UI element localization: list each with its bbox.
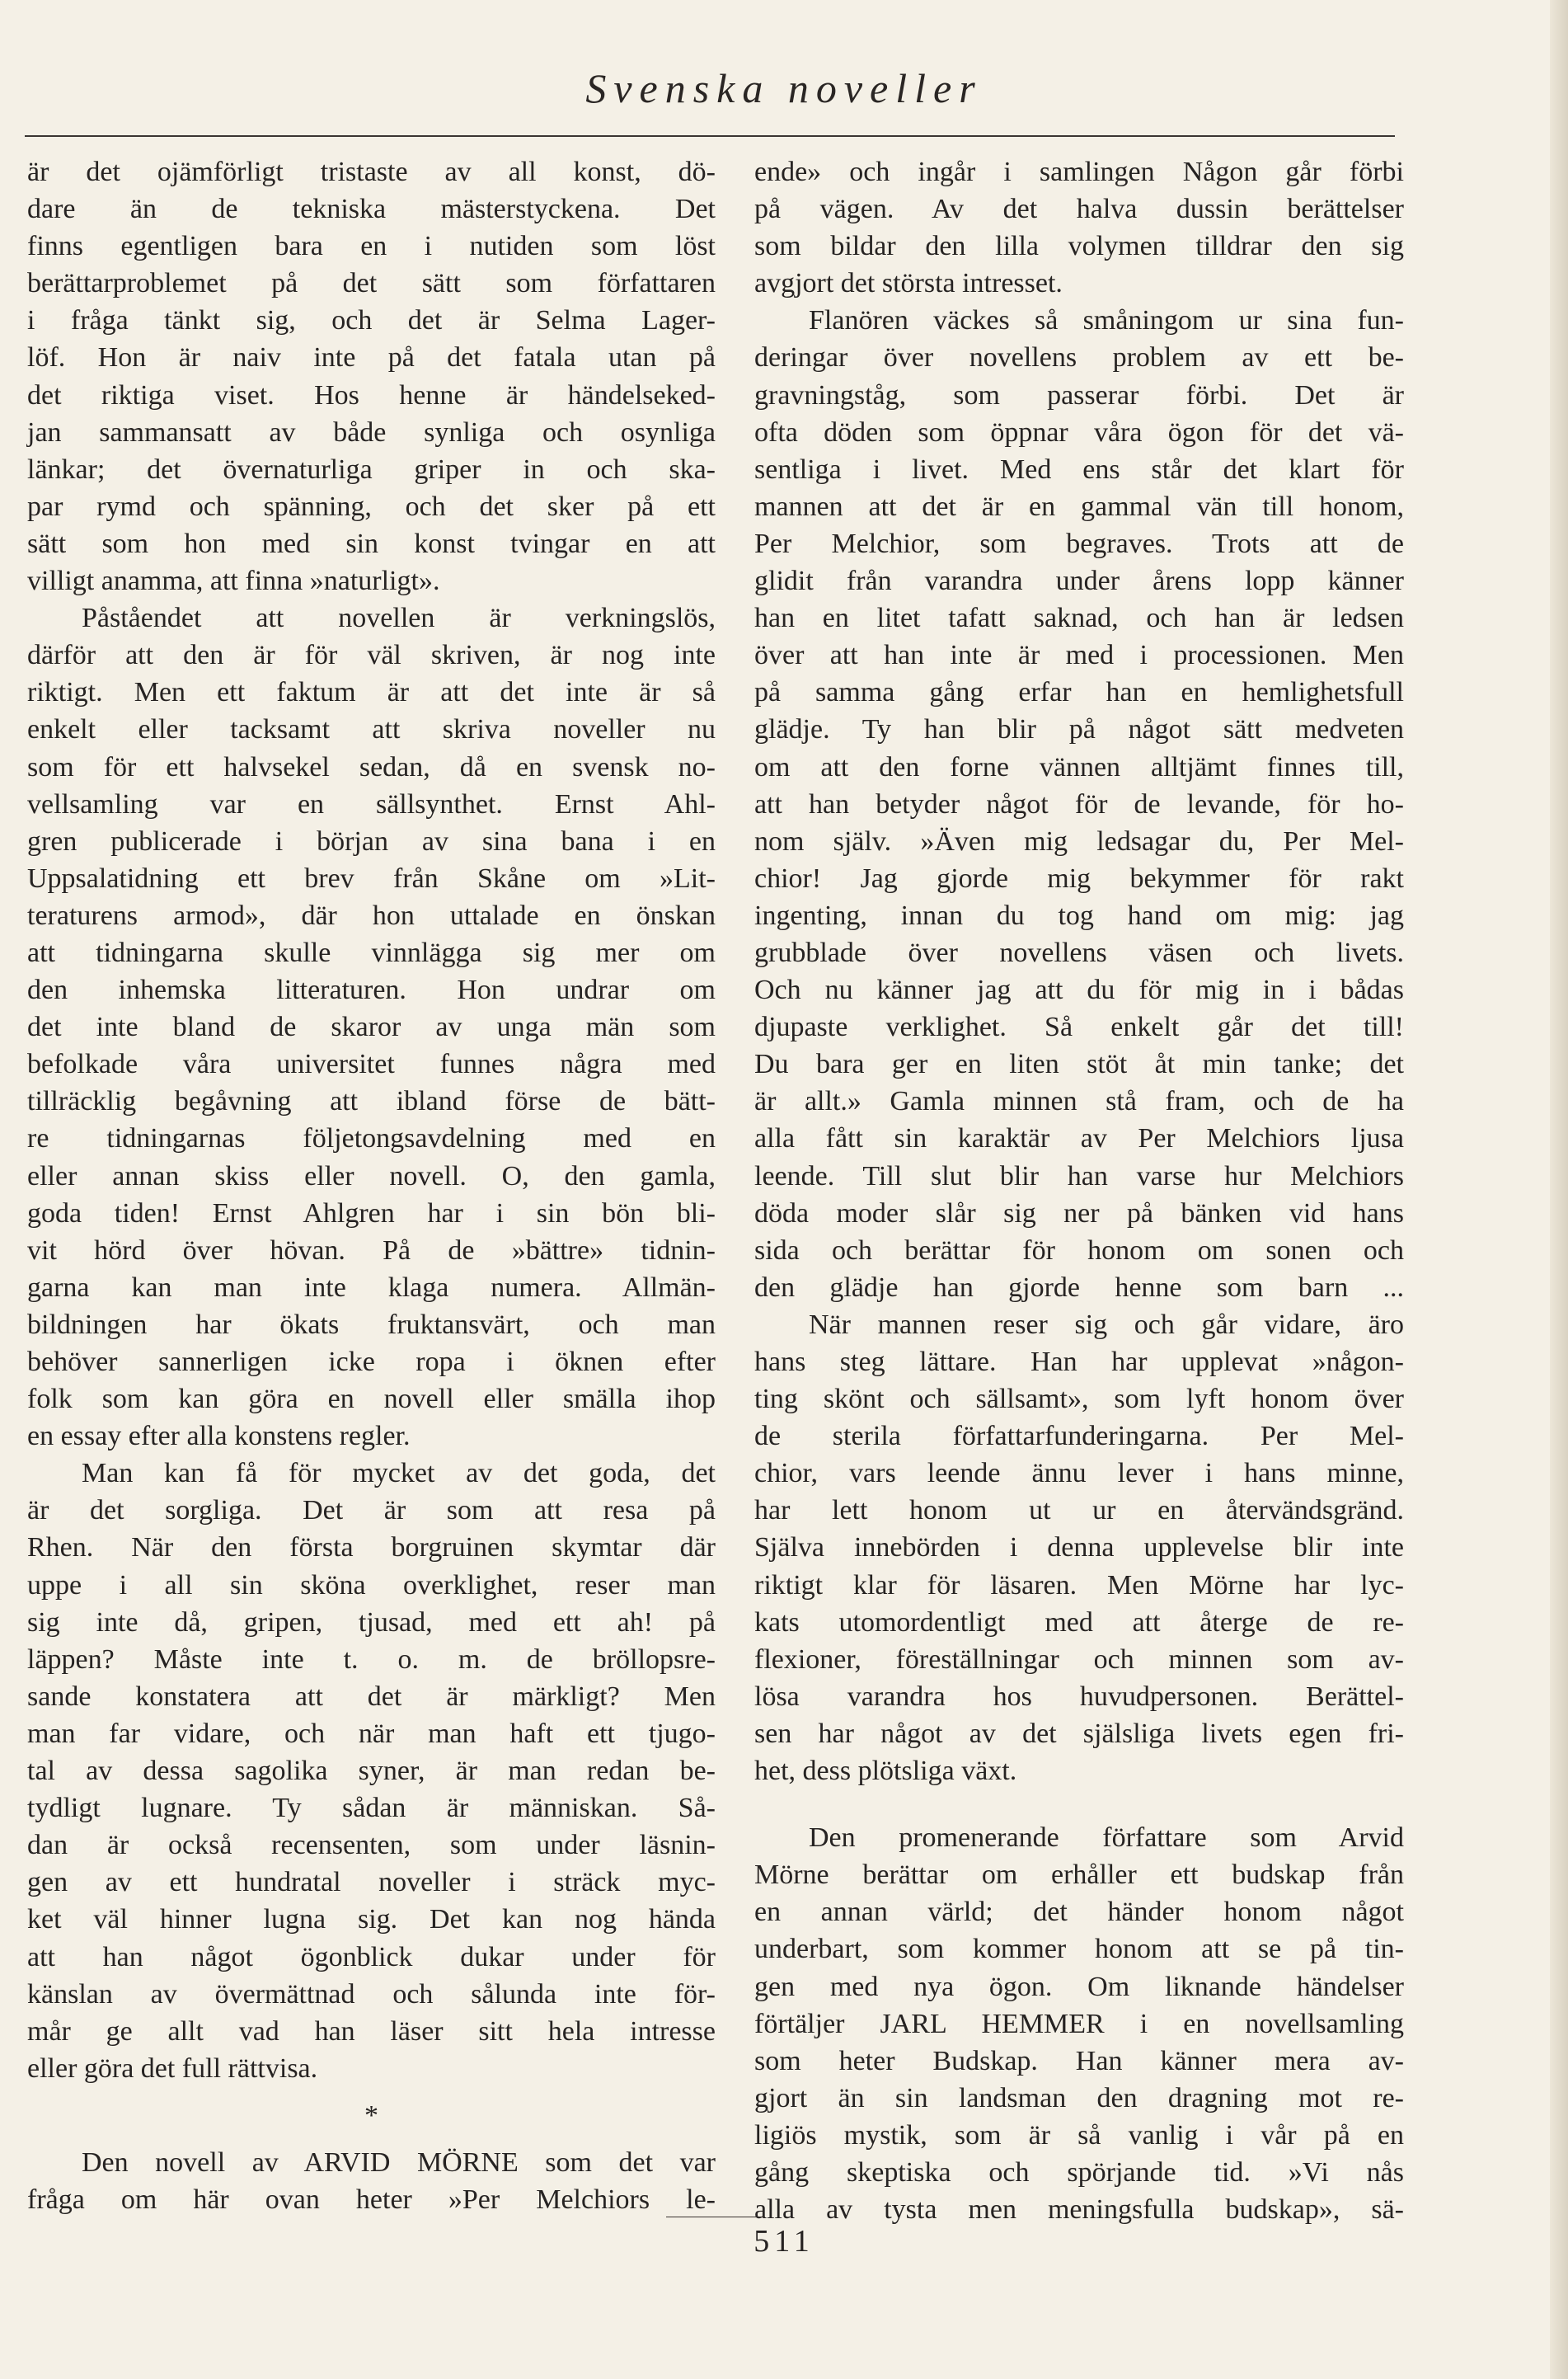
text-line: glädje. Ty han blir på något sätt medveten (754, 714, 1404, 745)
text-line: att han något ögonblick dukar under för (27, 1941, 716, 1972)
text-line: är det ojämförligt tristaste av all konst, dö- (27, 157, 716, 187)
text-line: sentliga i livet. Med ens står det klart för (754, 454, 1404, 485)
text-line: på vägen. Av det halva dussin berättelser (754, 194, 1404, 225)
text-line: mår ge allt vad han läser sitt hela intresse (27, 2015, 716, 2047)
text-line: en essay efter alla konstens regler. (27, 1421, 411, 1452)
text-line: som bildar den lilla volymen tilldrar den sig (754, 231, 1404, 262)
text-line: Själva innebörden i denna upplevelse blir inte (754, 1532, 1404, 1563)
page-edge-shadow (1550, 0, 1568, 2379)
left-column-text (27, 153, 716, 2087)
text-line: Per Melchior, som begraves. Trots att de (754, 528, 1404, 559)
text-line: hans steg lättare. Han har upplevat »någon- (754, 1347, 1404, 1377)
text-line: uppe i all sin sköna overklighet, reser man (27, 1569, 716, 1601)
text-line: alla fått sin karaktär av Per Melchiors ljusa (754, 1123, 1404, 1154)
text-line: är det sorgliga. Det är som att resa på (27, 1495, 716, 1526)
text-line: gravningståg, som passerar förbi. Det är (754, 379, 1404, 411)
text-line: dare än de tekniska mästerstyckena. Det (27, 194, 716, 225)
text-line: villigt anamma, att finna »naturligt». (27, 566, 440, 597)
text-line: som heter Budskap. Han känner mera av- (754, 2045, 1404, 2076)
text-line: folk som kan göra en novell eller smälla ihop (27, 1384, 716, 1415)
text-line: har lett honom ut ur en återvändsgränd. (754, 1495, 1404, 1526)
text-line: dan är också recensenten, som under läsnin- (27, 1830, 716, 1861)
text-line: riktigt. Men ett faktum är att det inte är så (27, 677, 716, 708)
text-line: garna kan man inte klaga numera. Allmän- (27, 1272, 716, 1303)
spacer (754, 1789, 1404, 1819)
text-line: eller göra det full rättvisa. (27, 2052, 318, 2084)
text-line: den glädje han gjorde henne som barn ... (754, 1272, 1404, 1303)
text-line: man far vidare, och när man haft ett tjugo- (27, 1718, 716, 1749)
text-line: tal av dessa sagolika syner, är man redan be- (27, 1756, 716, 1787)
text-line: gjort än sin landsman den dragning mot re- (754, 2082, 1404, 2113)
text-line: Man kan få för mycket av det goda, det (82, 1458, 716, 1489)
text-line: eller annan skiss eller novell. O, den gamla, (27, 1160, 716, 1192)
text-line: att han betyder något för de levande, för ho- (754, 788, 1404, 820)
text-line: behöver sannerligen icke ropa i öknen efter (27, 1347, 716, 1377)
text-line: på samma gång erfar han en hemlighetsfull (754, 677, 1404, 708)
text-line: gren publicerade i början av sina bana i en (27, 825, 716, 857)
text-line: döda moder slår sig ner på bänken vid hans (754, 1197, 1404, 1229)
text-line: ende» och ingår i samlingen Någon går förbi (754, 157, 1404, 187)
text-line: bildningen har ökats fruktansvärt, och man (27, 1309, 716, 1340)
text-line: chior, vars leende ännu lever i hans minne, (754, 1458, 1404, 1489)
text-line: vellsamling var en sällsynthet. Ernst Ahl- (27, 788, 716, 820)
text-line: tydligt lugnare. Ty sådan är människan. Så- (27, 1793, 716, 1824)
text-line: länkar; det övernaturliga griper in och ska- (27, 454, 716, 485)
text-line: Mörne berättar om erhåller ett budskap från (754, 1859, 1404, 1891)
text-line: enkelt eller tacksamt att skriva noveller nu (27, 714, 716, 745)
text-line: Och nu känner jag att du för mig in i bådas (754, 975, 1404, 1006)
page-number: 511 (753, 2224, 815, 2259)
text-line: gen av ett hundratal noveller i sträck myc- (27, 1867, 716, 1898)
text-line: sätt som hon med sin konst tvingar en att (27, 528, 716, 559)
text-line: som för ett halvsekel sedan, då en svensk no- (27, 751, 716, 783)
text-line: goda tiden! Ernst Ahlgren har i sin bön bli- (27, 1197, 716, 1229)
text-line: tillräcklig begåvning att ibland förse de bätt- (27, 1086, 716, 1117)
text-line: Den promenerande författare som Arvid (809, 1822, 1404, 1854)
text-line: het, dess plötsliga växt. (754, 1756, 1017, 1787)
text-line: ligiös mystik, som är så vanlig i vår på en (754, 2119, 1404, 2151)
text-line: i fråga tänkt sig, och det är Selma Lager- (27, 305, 716, 336)
text-line: nom själv. »Även mig ledsagar du, Per Mel- (754, 825, 1404, 857)
text-line: ket väl hinner lugna sig. Det kan nog hända (27, 1904, 716, 1935)
running-head: Svenska noveller (585, 65, 983, 111)
text-line: grubblade över novellens väsen och livets. (754, 937, 1404, 968)
text-line: re tidningarnas följetongsavdelning med en (27, 1123, 716, 1154)
right-column (754, 153, 1404, 2228)
text-line: Rhen. När den första borgruinen skymtar där (27, 1532, 716, 1563)
text-line: känslan av övermättnad och sålunda inte för- (27, 1978, 716, 2010)
text-line: riktigt klar för läsaren. Men Mörne har lyc- (754, 1569, 1404, 1601)
text-line: sig inte då, gripen, tjusad, med ett ah! på (27, 1606, 716, 1638)
text-line: Den novell av ARVID MÖRNE som det var (82, 2146, 716, 2178)
right-column-text (754, 153, 1404, 1789)
text-line: en annan värld; det händer honom något (754, 1897, 1404, 1928)
text-line: gen med nya ögon. Om liknande händelser (754, 1971, 1404, 2002)
text-line: glidit från varandra under årens lopp känner (754, 566, 1404, 597)
text-line: det riktiga viset. Hos henne är händelseked- (27, 379, 716, 411)
text-line: deringar över novellens problem av ett be- (754, 342, 1404, 374)
text-line: befolkade våra universitet funnes några med (27, 1049, 716, 1080)
spacer (27, 2087, 716, 2097)
text-line: löf. Hon är naiv inte på det fatala utan på (27, 342, 716, 374)
text-line: sen har något av det själsliga livets egen fri- (754, 1718, 1404, 1749)
text-line: ting skönt och sällsamt», som lyft honom över (754, 1384, 1404, 1415)
text-line: vit hörd över hövan. På de »bättre» tidnin- (27, 1234, 716, 1266)
spacer (27, 2134, 716, 2144)
text-line: ingenting, innan du tog hand om mig: jag (754, 900, 1404, 931)
text-line: är allt.» Gamla minnen stå fram, och de ha (754, 1086, 1404, 1117)
text-line: därför att den är för väl skriven, är nog inte (27, 640, 716, 671)
text-line: finns egentligen bara en i nutiden som löst (27, 231, 716, 262)
text-line: läppen? Måste inte t. o. m. de bröllopsre- (27, 1643, 716, 1675)
right-column-text-after-break (754, 1819, 1404, 2228)
text-line: mannen att det är en gammal vän till honom, (754, 491, 1404, 522)
text-line: Påståendet att novellen är verkningslös, (82, 603, 716, 634)
left-column-text-after-separator (27, 2144, 716, 2218)
left-column (27, 153, 716, 2218)
text-line: lösa varandra hos huvudpersonen. Berättel- (754, 1681, 1404, 1712)
section-separator: * (364, 2099, 378, 2131)
text-line: kats utomordentligt med att återge de re- (754, 1606, 1404, 1638)
text-line: När mannen reser sig och går vidare, äro (809, 1309, 1404, 1340)
text-line: fråga om här ovan heter »Per Melchiors le- (27, 2184, 716, 2216)
text-line: leende. Till slut blir han varse hur Melchiors (754, 1160, 1404, 1192)
text-line: de sterila författarfunderingarna. Per Mel- (754, 1421, 1404, 1452)
text-line: Flanören väckes så småningom ur sina fun- (809, 305, 1404, 336)
text-line: han en litet tafatt saknad, och han är ledsen (754, 603, 1404, 634)
text-line: avgjort det största intresset. (754, 268, 1063, 299)
text-line: teraturens armod», där hon uttalade en önskan (27, 900, 716, 931)
text-line: chior! Jag gjorde mig bekymmer för rakt (754, 863, 1404, 894)
text-line: att tidningarna skulle vinnlägga sig mer om (27, 937, 716, 968)
text-line: berättarproblemet på det sätt som författaren (27, 268, 716, 299)
text-line: förtäljer JARL HEMMER i en novellsamling (754, 2008, 1404, 2039)
text-line: det inte bland de skaror av unga män som (27, 1012, 716, 1043)
text-line: Uppsalatidning ett brev från Skåne om »Lit- (27, 863, 716, 894)
header-rule (25, 135, 1395, 137)
text-line: jan sammansatt av både synliga och osynliga (27, 416, 716, 448)
text-line: om att den forne vännen alltjämt finnes till, (754, 751, 1404, 783)
text-line: sida och berättar för honom om sonen och (754, 1234, 1404, 1266)
text-line: par rymd och spänning, och det sker på ett (27, 491, 716, 522)
text-line: flexioner, föreställningar och minnen som av- (754, 1643, 1404, 1675)
text-line: den inhemska litteraturen. Hon undrar om (27, 975, 716, 1006)
text-line: ofta döden som öppnar våra ögon för det vä- (754, 416, 1404, 448)
text-line: Du bara ger en liten stöt åt min tanke; det (754, 1049, 1404, 1080)
text-line: alla av tysta men meningsfulla budskap», sä- (754, 2194, 1404, 2226)
text-line: sande konstatera att det är märkligt? Men (27, 1681, 716, 1712)
text-line: gång skeptiska och spörjande tid. »Vi nås (754, 2156, 1404, 2188)
text-line: djupaste verklighet. Så enkelt går det till! (754, 1012, 1404, 1043)
text-line: underbart, som kommer honom att se på tin- (754, 1934, 1404, 1965)
text-line: över att han inte är med i processionen. Men (754, 640, 1404, 671)
